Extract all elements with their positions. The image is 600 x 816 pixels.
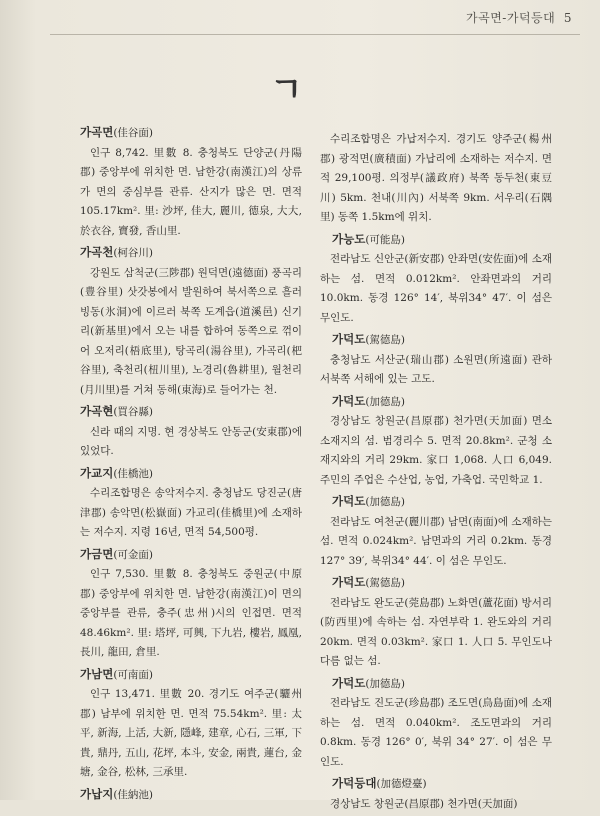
- dictionary-entry: [320, 573, 552, 672]
- dictionary-entry: [320, 774, 552, 814]
- entry-text: 인구 13,471. 里數 20. 경기도 여주군(驪州郡) 남부에 위치한 면. 면적 75.54km². 里: 太平, 新海, 上活, 大新, 隱峰, 建章, 心石, 三軍, 下貴, 鼎丹, 五山, 花坪, 本斗, 安金, 兩貴, 蓮台, 金塘, 金谷, 松林, 三承里.: [80, 688, 302, 778]
- left-column: [80, 122, 302, 805]
- entry-headword: [80, 464, 302, 485]
- entry-text: 충청남도 서산군(瑞山郡) 소원면(所遠面) 관하 서북쪽 서해에 있는 고도.: [320, 353, 552, 385]
- entry-text: 강원도 삼척군(三陟郡) 원덕면(遠德面) 풍곡리(豊谷里) 삿갓봉에서 발원하여 북서쪽으로 흘러 빙동(氷洞)에 이르러 북쪽 도계읍(道溪邑) 신기리(新基里)에서 오는 내를 합하여 동쪽으로 꺾이어 오저리(梧底里), 탕곡리(湯谷里), 가곡리(杷谷里), 축천리(杻川里), 노경리(魯耕里), 월천리(月川里)를 거쳐 동해(東海)로 들어가는 천.: [80, 266, 302, 396]
- entry-hanja: (佳納池): [113, 788, 154, 801]
- entry-title: 가곡면: [80, 125, 114, 139]
- entry-title: 가덕도: [332, 494, 366, 508]
- entry-text: 전라남도 신안군(新安郡) 안좌면(安佐面)에 소재하는 섬. 면적 0.012km². 안좌면과의 거리 10.0km. 동경 126° 14′, 북위34° 47′. 이 섬은 무인도.: [320, 253, 552, 324]
- entry-hanja: (加德島): [365, 677, 406, 690]
- entry-text: 수리조합명은 송악저수지. 충청남도 당진군(唐津郡) 송악면(松嶽面) 가교리(佳橋里)에 소재하는 저수지. 지령 16년, 면적 54,500평.: [80, 487, 302, 538]
- entry-text: 인구 7,530. 里數 8. 충청북도 중원군(中原郡) 중앙부에 위치한 면. 남한강(南漢江)이 면의 중앙부를 관류, 충주(忠州)시의 인접면. 면적 48.46km². 里: 塔坪, 可興, 下九岩, 樓岩, 鳳凰, 長川, 龍田, 倉里.: [80, 568, 302, 658]
- entry-text: 수리조합명은 가납저수지. 경기도 양주군(楊州郡) 광적면(廣積面) 가납리에 소재하는 저수지. 면적 29,100평. 의정부(議政府) 북쪽 동두천(東豆川) 5km. 천내(川內) 서북쪽 9km. 서우리(石隅里) 동쪽 1.5km에 위치.: [320, 133, 552, 223]
- entry-title: 가덕도: [332, 675, 366, 690]
- entry-text: 전라남도 완도군(莞島郡) 노화면(蘆花面) 방서리(防西里)에 속하는 섬. 자연부락 1. 완도와의 거리 20km. 면적 0.03km². 家口 1. 人口 5. 무인도나 다름 없는 섬.: [320, 596, 552, 667]
- entry-hanja: (加德燈臺): [376, 778, 427, 790]
- entry-hanja: (柯谷川): [113, 247, 154, 259]
- entry-title: 가납지: [80, 786, 114, 801]
- entry-headword: [320, 392, 552, 413]
- entry-headword: [80, 123, 302, 144]
- entry-headword: [320, 774, 552, 795]
- entry-title: 가곡현: [80, 404, 114, 418]
- entry-text: 신라 때의 지명. 현 경상북도 안동군(安東郡)에 있었다.: [80, 425, 302, 457]
- dictionary-entry: [80, 402, 302, 462]
- dictionary-entry: [80, 243, 302, 400]
- entry-hanja: (佳谷面): [113, 127, 154, 139]
- entry-hanja: (買谷縣): [113, 406, 154, 418]
- dictionary-entry: [320, 492, 552, 571]
- running-title: 가곡면-가덕등대: [466, 11, 556, 25]
- entry-headword: [80, 665, 302, 686]
- entry-text: 전라남도 여천군(麗川郡) 남면(南面)에 소재하는 섬. 면적 0.024km². 남면과의 거리 0.2km. 동경 127° 39′, 북위34° 44′. 이 섬은 무인도.: [320, 515, 552, 567]
- dictionary-entry: [320, 230, 552, 329]
- entry-title: 가덕도: [332, 332, 366, 346]
- entry-headword: [80, 785, 302, 806]
- dictionary-entry: [320, 330, 552, 390]
- dictionary-entry: [80, 545, 302, 663]
- right-column: [320, 130, 552, 816]
- entry-hanja: (加德島): [365, 395, 406, 408]
- entry-headword: [80, 545, 302, 566]
- entry-headword: [80, 243, 302, 264]
- dictionary-entry: [320, 392, 552, 491]
- entry-hanja: (駕德島): [365, 577, 406, 589]
- entry-title: 가덕도: [332, 575, 366, 589]
- dictionary-entry: [320, 130, 552, 228]
- entry-hanja: (可金面): [113, 548, 154, 561]
- entry-text: 경상남도 창원군(昌原郡) 천가면(天加面): [330, 797, 518, 810]
- entry-headword: [320, 492, 552, 513]
- entry-text: 경상남도 창원군(昌原郡) 천가면(天加面) 면소 소재지의 섬. 범경리수 5. 면적 20.8km². 군청 소재지와의 거리 29km. 家口 1,068. 人口 6,049. 주민의 주업은 수산업, 농업, 가축업. 국민학교 1.: [320, 415, 552, 486]
- entry-headword: [320, 330, 552, 351]
- entry-headword: [320, 230, 552, 251]
- entry-hanja: (佳橋池): [113, 467, 154, 480]
- dictionary-entry: [80, 464, 302, 543]
- dictionary-entry: [80, 123, 302, 241]
- running-header: [466, 9, 572, 26]
- entry-hanja: (可南面): [113, 668, 154, 681]
- entry-headword: [320, 573, 552, 594]
- page-number: 5: [563, 11, 572, 25]
- entry-title: 가금면: [80, 546, 114, 561]
- entry-hanja: (駕德島): [365, 334, 406, 346]
- header-rule: [50, 34, 580, 35]
- entry-text: 전라남도 진도군(珍島郡) 조도면(鳥島面)에 소재하는 섬. 면적 0.040km². 조도면과의 거리 0.8km. 동경 126° 0′, 북위 34° 27′. 이 섬은 무인도.: [320, 697, 552, 768]
- entry-title: 가능도: [332, 231, 366, 246]
- entry-title: 가교지: [80, 465, 114, 480]
- entry-title: 가곡천: [80, 245, 114, 259]
- dictionary-entry: [80, 665, 302, 783]
- entry-hanja: (可能島): [365, 233, 406, 246]
- entry-text: 인구 8,742. 里數 8. 충청북도 단양군(丹陽郡) 중앙부에 위치한 면. 남한강(南漢江)의 상류가 면의 중심부를 관류. 산지가 많은 면. 면적 105.17km². 里: 沙坪, 佳大, 麗川, 德泉, 大大, 於衣谷, 寶發, 香山里.: [80, 146, 302, 237]
- entry-headword: [320, 674, 552, 695]
- dictionary-entry: [80, 785, 302, 806]
- entry-hanja: (加德島): [365, 496, 406, 508]
- entry-headword: [80, 402, 302, 423]
- entry-title: 가덕등대: [332, 776, 377, 790]
- dictionary-entry: [320, 674, 552, 773]
- entry-title: 가남면: [80, 666, 114, 681]
- entry-title: 가덕도: [332, 393, 366, 408]
- section-letter: ㄱ: [270, 70, 303, 110]
